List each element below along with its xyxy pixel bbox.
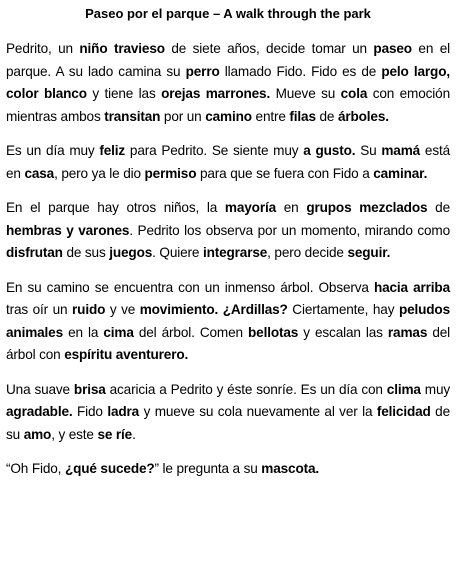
- paragraph-5: [6, 379, 450, 447]
- text-run: tras oír un: [6, 302, 73, 317]
- text-run: por un: [160, 108, 206, 124]
- bold-word: bellotas: [248, 324, 299, 340]
- bold-word: ruido: [72, 302, 106, 317]
- text-run: muy: [420, 381, 450, 397]
- bold-word: permiso: [144, 165, 197, 181]
- bold-word: ramas: [387, 324, 428, 340]
- text-run: de: [427, 200, 450, 215]
- bold-word: se ríe: [97, 426, 133, 442]
- text-run: para Pedrito. Se siente muy: [125, 143, 304, 158]
- bold-word: camino: [205, 108, 252, 124]
- document-body: [6, 38, 450, 481]
- bold-word: pelo largo, color blanco: [6, 63, 450, 101]
- bold-word: mayoría: [224, 200, 276, 215]
- bold-word: disfrutan: [6, 245, 63, 260]
- text-run: , y este: [51, 426, 98, 442]
- bold-word: paseo: [373, 41, 412, 56]
- paragraph-4: [6, 277, 450, 367]
- bold-word: integrarse: [202, 245, 268, 260]
- text-run: llamado Fido. Fido es de: [219, 63, 382, 79]
- text-run: de siete años, decide tomar un: [164, 41, 374, 56]
- bold-word: niño travieso: [79, 41, 165, 56]
- bold-word: seguir.: [347, 245, 391, 260]
- bold-word: caminar.: [373, 165, 428, 181]
- text-run: y ve: [105, 302, 140, 317]
- bold-word: casa: [24, 165, 55, 181]
- document-title: Paseo por el parque – A walk through the park: [85, 6, 371, 21]
- bold-word: felicidad: [376, 404, 431, 419]
- bold-word: peludos animales: [6, 302, 450, 340]
- bold-word: a gusto.: [303, 143, 356, 158]
- paragraph-2: [6, 140, 450, 185]
- text-run: , pero decide: [267, 245, 348, 260]
- bold-word: amo: [23, 426, 52, 442]
- text-run: en el parque. A su lado camina su: [6, 41, 450, 79]
- text-run: y tiene las: [86, 86, 162, 101]
- text-run: con emoción mientras ambos: [6, 86, 450, 124]
- bold-word: orejas marrones.: [161, 86, 271, 101]
- text-run: de: [315, 108, 338, 124]
- paragraph-3: [6, 197, 450, 265]
- bold-word: grupos mezclados: [306, 200, 428, 215]
- text-run: Mueve su: [270, 86, 341, 101]
- document-page: [6, 6, 450, 493]
- text-run: .: [132, 426, 136, 442]
- text-run: . Quiere: [152, 245, 203, 260]
- text-run: En su camino se encuentra con un inmenso árbol. Observa: [6, 279, 374, 295]
- text-run: ” le pregunta a su: [154, 461, 262, 476]
- text-run: del árbol con: [6, 324, 451, 362]
- text-run: Pedrito, un: [6, 41, 80, 56]
- bold-word: mamá: [381, 143, 421, 158]
- bold-word: movimiento.: [139, 302, 219, 317]
- paragraph-1: [6, 38, 450, 128]
- bold-word: hembras y varones: [6, 222, 130, 238]
- text-run: , pero ya le dio: [54, 165, 145, 181]
- bold-word: árboles.: [337, 108, 389, 124]
- bold-word: cola: [340, 86, 368, 101]
- bold-word: feliz: [99, 143, 126, 158]
- bold-word: cima: [103, 324, 134, 340]
- bold-word: ¿qué sucede?: [64, 461, 155, 476]
- text-run: “Oh Fido,: [6, 461, 65, 476]
- text-run: Fido: [72, 404, 108, 419]
- bold-word: mascota.: [261, 461, 320, 476]
- text-run: Es un día muy: [6, 143, 100, 158]
- bold-word: juegos: [109, 245, 153, 260]
- text-run: . Pedrito los observa por un momento, mirando como: [129, 222, 450, 238]
- text-run: En el parque hay otros niños, la: [6, 200, 225, 215]
- text-run: y escalan las: [298, 324, 388, 340]
- text-run: Ciertamente, hay: [287, 302, 399, 317]
- text-run: entre: [251, 108, 290, 124]
- text-run: acaricia a Pedrito y éste sonríe. Es un día con: [105, 381, 387, 397]
- text-run: para que se fuera con Fido a: [196, 165, 374, 181]
- bold-word: ¿Ardillas?: [222, 302, 288, 317]
- bold-word: ladra: [107, 404, 140, 419]
- paragraph-6: [6, 458, 450, 481]
- text-run: está en: [6, 143, 451, 181]
- text-run: Su: [355, 143, 382, 158]
- text-run: del árbol. Comen: [133, 324, 248, 340]
- text-run: de su: [6, 404, 450, 442]
- bold-word: hacia arriba: [373, 279, 450, 295]
- bold-word: filas: [289, 108, 316, 124]
- bold-word: clima: [386, 381, 421, 397]
- text-run: de sus: [62, 245, 110, 260]
- bold-word: brisa: [73, 381, 106, 397]
- text-run: en: [276, 200, 307, 215]
- bold-word: transitan: [104, 108, 161, 124]
- text-run: y mueve su cola nuevamente al ver la: [139, 404, 377, 419]
- bold-word: agradable.: [6, 404, 73, 419]
- bold-word: perro: [185, 63, 220, 79]
- text-run: en la: [63, 324, 104, 340]
- text-run: Una suave: [6, 381, 74, 397]
- bold-word: espíritu aventurero.: [64, 347, 189, 362]
